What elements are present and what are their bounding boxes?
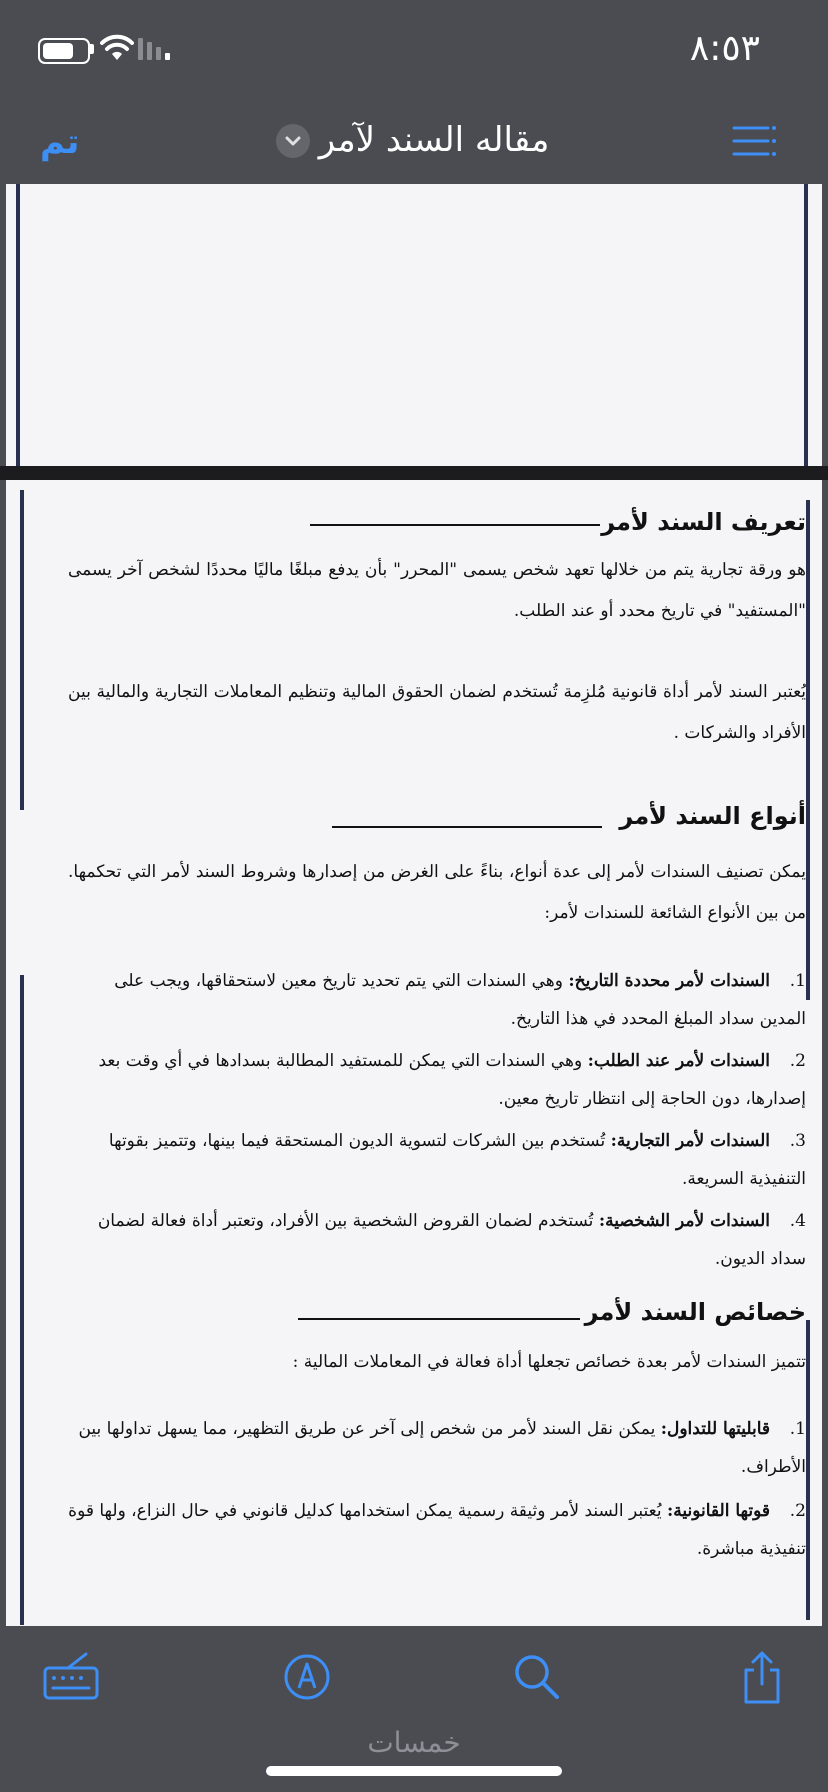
battery-tip bbox=[90, 44, 94, 54]
document-title-text: مقاله السند لآمر bbox=[318, 120, 550, 160]
list-item bbox=[68, 1410, 806, 1486]
heading-rule bbox=[298, 1318, 580, 1320]
watermark: خمسات bbox=[367, 1726, 461, 1759]
list-item bbox=[68, 1122, 806, 1198]
battery-icon bbox=[38, 38, 90, 64]
heading-types: أنواع السند لأمر bbox=[619, 802, 806, 830]
document-page-previous bbox=[6, 184, 822, 466]
status-time: ٨:٥٣ bbox=[689, 28, 760, 69]
list-item-title: السندات لأمر محددة التاريخ: bbox=[568, 971, 770, 991]
signal-icon bbox=[138, 36, 178, 60]
list-item-title: قابليتها للتداول: bbox=[660, 1419, 770, 1439]
markup-pen-icon[interactable] bbox=[282, 1650, 332, 1704]
list-item bbox=[68, 1042, 806, 1118]
page-border-right bbox=[804, 184, 808, 466]
page-separator bbox=[0, 466, 828, 480]
list-item-text: تُستخدم بين الشركات لتسوية الديون المستحقة فيما بينها، وتتميز بقوتها التنفيذية السريعة. bbox=[108, 1131, 806, 1189]
page-border-left bbox=[16, 184, 20, 466]
heading-rule bbox=[310, 524, 600, 526]
list-item-text: تُستخدم لضمان القروض الشخصية بين الأفراد، وتعتبر أداة فعالة لضمان سداد الديون. bbox=[97, 1211, 806, 1269]
list-number: 1. bbox=[789, 1419, 806, 1439]
search-icon[interactable] bbox=[512, 1650, 562, 1704]
list-item bbox=[68, 1202, 806, 1278]
list-menu-icon[interactable] bbox=[732, 124, 778, 158]
document-page[interactable] bbox=[6, 480, 822, 1626]
list-number: 1. bbox=[789, 971, 806, 991]
list-item-title: السندات لأمر عند الطلب: bbox=[587, 1051, 770, 1071]
list-number: 3. bbox=[789, 1131, 806, 1151]
list-number: 4. bbox=[789, 1211, 806, 1231]
paragraph-types-intro: يمكن تصنيف السندات لأمر إلى عدة أنواع، بناءً على الغرض من إصدارها وشروط السند لأمر التي تحكمها. من بين الأنواع الشائعة للسندات لأمر: bbox=[68, 862, 806, 923]
heading-rule bbox=[332, 826, 602, 828]
list-item-title: السندات لأمر الشخصية: bbox=[598, 1211, 770, 1231]
list-item-title: قوتها القانونية: bbox=[666, 1501, 770, 1521]
wifi-icon bbox=[100, 34, 134, 62]
heading-features: خصائص السند لأمر bbox=[584, 1298, 806, 1326]
page-border-right-mid bbox=[806, 750, 810, 1000]
done-button[interactable]: تم bbox=[40, 122, 80, 162]
paragraph-definition-2: يُعتبر السند لأمر أداة قانونية مُلزِمة تُستخدم لضمان الحقوق المالية وتنظيم المعاملات التجارية والمالية بين الأفراد والشركات . bbox=[68, 682, 806, 743]
paragraph-features-intro: تتميز السندات لأمر بعدة خصائص تجعلها أداة فعالة في المعاملات المالية : bbox=[292, 1352, 806, 1372]
paragraph-definition-1: هو ورقة تجارية يتم من خلالها تعهد شخص يسمى "المحرر" بأن يدفع مبلغًا ماليًا محددًا لشخص آخر يسمى "المستفيد" في تاريخ محدد أو عند الطلب. bbox=[68, 560, 806, 621]
page-border-right-lower bbox=[806, 1320, 810, 1620]
page-border-left-lower bbox=[20, 975, 24, 1625]
list-item-title: السندات لأمر التجارية: bbox=[610, 1131, 770, 1151]
list-item-text: وهي السندات التي يتم تحديد تاريخ معين لاستحقاقها، ويجب على المدين سداد المبلغ المحدد في هذا التاريخ. bbox=[114, 971, 806, 1029]
document-title[interactable] bbox=[0, 120, 828, 160]
home-indicator[interactable] bbox=[266, 1766, 562, 1776]
heading-definition: تعريف السند لأمر bbox=[601, 508, 806, 536]
list-item bbox=[68, 962, 806, 1038]
list-item-text: يُعتبر السند لأمر وثيقة رسمية يمكن استخدامها كدليل قانوني في حال النزاع، ولها قوة تنفيذية مباشرة. bbox=[68, 1501, 806, 1559]
keyboard-icon[interactable] bbox=[42, 1650, 100, 1704]
list-item bbox=[68, 1492, 806, 1568]
list-item-text: يمكن نقل السند لأمر من شخص إلى آخر عن طريق التظهير، مما يسهل تداولها بين الأطراف. bbox=[78, 1419, 806, 1477]
page-border-right bbox=[806, 500, 810, 750]
list-item-text: وهي السندات التي يمكن للمستفيد المطالبة بسدادها في أي وقت بعد إصدارها، دون الحاجة إلى انتظار تاريخ معين. bbox=[98, 1051, 806, 1109]
share-icon[interactable] bbox=[740, 1650, 784, 1706]
list-number: 2. bbox=[789, 1501, 806, 1521]
list-number: 2. bbox=[789, 1051, 806, 1071]
page-border-left bbox=[20, 490, 24, 810]
